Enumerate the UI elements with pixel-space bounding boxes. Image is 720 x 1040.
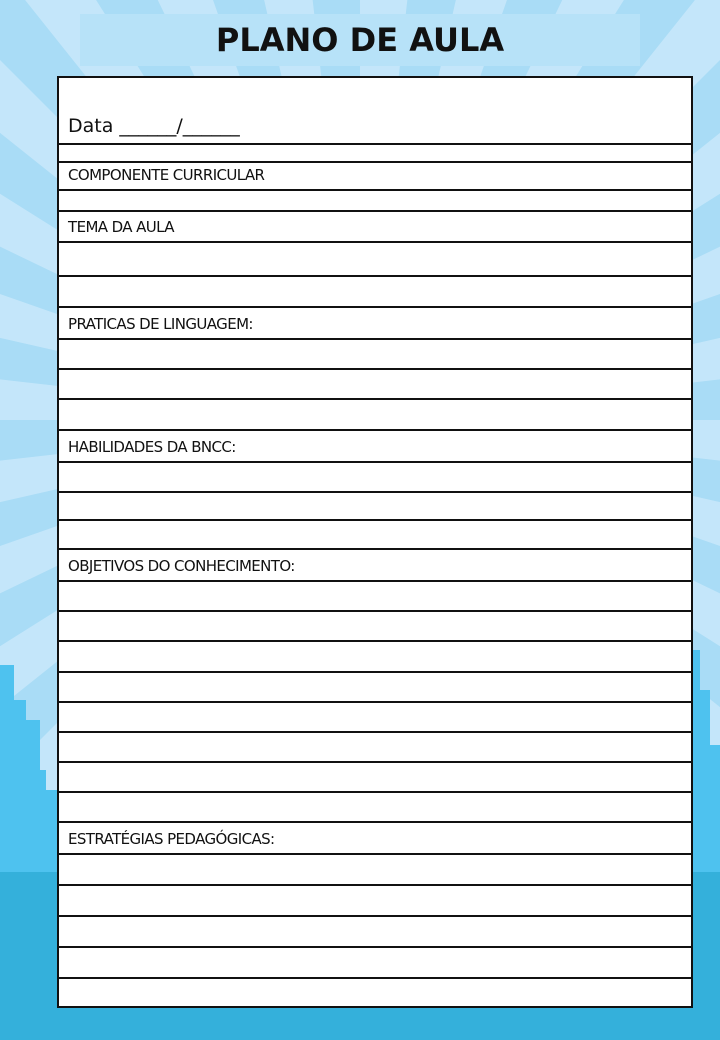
blank-line[interactable] xyxy=(59,493,691,521)
blank-line[interactable] xyxy=(59,340,691,370)
blank-line[interactable] xyxy=(59,917,691,948)
blank-line[interactable] xyxy=(59,673,691,703)
blank-line[interactable] xyxy=(59,612,691,642)
tema-da-aula-label: TEMA DA AULA xyxy=(68,218,174,236)
blank-line[interactable] xyxy=(59,277,691,308)
lesson-plan-sheet xyxy=(57,76,693,1008)
blank-line[interactable] xyxy=(59,855,691,886)
date-label: Data ______/______ xyxy=(68,115,240,137)
habilidades-bncc-label: HABILIDADES DA BNCC: xyxy=(68,438,236,456)
blank-line[interactable] xyxy=(59,948,691,979)
praticas-de-linguagem-label: PRATICAS DE LINGUAGEM: xyxy=(68,315,253,333)
blank-line[interactable] xyxy=(59,370,691,400)
page-title: PLANO DE AULA xyxy=(215,21,505,59)
objetivos-conhecimento-label: OBJETIVOS DO CONHECIMENTO: xyxy=(68,557,295,575)
field-objetivos-conhecimento[interactable] xyxy=(59,550,691,582)
blank-line[interactable] xyxy=(59,582,691,612)
blank-line[interactable] xyxy=(59,703,691,733)
blank-line[interactable] xyxy=(59,145,691,163)
blank-line[interactable] xyxy=(59,763,691,793)
blank-line[interactable] xyxy=(59,243,691,277)
blank-line[interactable] xyxy=(59,521,691,550)
blank-line[interactable] xyxy=(59,400,691,431)
estrategias-pedagogicas-label: ESTRATÉGIAS PEDAGÓGICAS: xyxy=(68,830,275,848)
blank-line[interactable] xyxy=(59,733,691,763)
date-row[interactable] xyxy=(59,78,691,145)
blank-line[interactable] xyxy=(59,191,691,212)
field-tema-da-aula[interactable] xyxy=(59,212,691,243)
field-componente-curricular[interactable] xyxy=(59,163,691,191)
field-estrategias-pedagogicas[interactable] xyxy=(59,823,691,855)
field-habilidades-bncc[interactable] xyxy=(59,431,691,463)
blank-line[interactable] xyxy=(59,793,691,823)
blank-line[interactable] xyxy=(59,463,691,493)
componente-curricular-label: COMPONENTE CURRICULAR xyxy=(68,166,265,184)
field-praticas-de-linguagem[interactable] xyxy=(59,308,691,340)
blank-line[interactable] xyxy=(59,886,691,917)
blank-line[interactable] xyxy=(59,642,691,673)
title-banner xyxy=(80,14,640,66)
